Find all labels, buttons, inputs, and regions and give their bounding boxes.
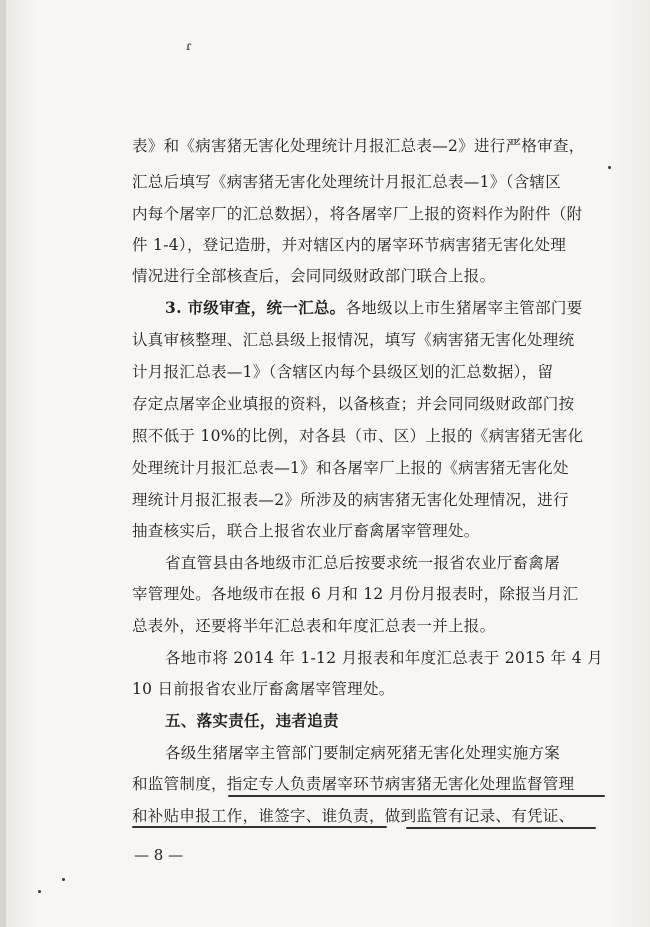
page-number: — 8 — xyxy=(134,846,184,864)
ink-dot xyxy=(38,890,41,893)
body-line-15: 宰管理处。各地级市在报 6 月和 12 月份月报表时，除报当月汇 xyxy=(132,585,579,603)
body-line-7: 认真审核整理、汇总县级上报情况，填写《病害猪无害化处理统 xyxy=(132,331,575,349)
body-line-9: 存定点屠宰企业填报的资料，以备核查；并会同同级财政部门按 xyxy=(132,395,575,413)
body-line-2: 汇总后填写《病害猪无害化处理统计月报汇总表—1》（含辖区 xyxy=(132,173,562,191)
pen-underline xyxy=(132,826,387,828)
body-line-16: 总表外，还要将半年汇总表和年度汇总表一并上报。 xyxy=(132,617,496,635)
body-line-21: 和补贴申报工作，谁签字、谁负责，做到监管有记录、有凭证、 xyxy=(132,807,575,825)
body-line-20: 和监管制度，指定专人负责屠宰环节病害猪无害化处理监督管理 xyxy=(132,775,575,793)
body-line-8: 计月报汇总表—1》（含辖区内每个县级区划的汇总数据），留 xyxy=(132,363,554,381)
body-line-3: 内每个屠宰厂的汇总数据），将各屠宰厂上报的资料作为附件（附 xyxy=(132,205,583,223)
body-line-1: 表》和《病害猪无害化处理统计月报汇总表—2》进行严格审查， xyxy=(132,137,585,155)
pen-underline xyxy=(228,795,605,797)
section-heading-5: 五、落实责任，违者追责 xyxy=(165,711,339,730)
subheading-paragraph xyxy=(165,298,612,320)
ink-dot xyxy=(608,166,611,169)
body-line-5: 情况进行全部核查后，会同同级财政部门联合上报。 xyxy=(132,267,496,285)
subheading-municipal-review: 3. 市级审查，统一汇总。 xyxy=(165,298,346,317)
body-line-13: 抽查核实后，联合上报省农业厅畜禽屠宰管理处。 xyxy=(132,522,480,540)
pen-underline xyxy=(406,827,596,829)
body-line-17: 各地市将 2014 年 1-12 月报表和年度汇总表于 2015 年 4 月 xyxy=(165,649,603,667)
body-line-18: 10 日前报省农业厅畜禽屠宰管理处。 xyxy=(132,680,395,698)
ink-speck: ɾ xyxy=(186,39,192,53)
binding-edge xyxy=(0,0,6,927)
body-line-14: 省直管县由各地级市汇总后按要求统一报省农业厅畜禽屠 xyxy=(165,554,561,572)
ink-dot xyxy=(62,878,65,881)
body-line-4: 件 1-4），登记造册，并对辖区内的屠宰环节病害猪无害化处理 xyxy=(132,236,567,254)
body-line-11: 处理统计月报汇总表—1》和各屠宰厂上报的《病害猪无害化处 xyxy=(132,459,569,477)
body-line-10: 照不低于 10%的比例，对各县（市、区）上报的《病害猪无害化 xyxy=(132,427,584,445)
body-line-12: 理统计月报汇报表—2》所涉及的病害猪无害化处理情况，进行 xyxy=(132,491,569,509)
body-line-6: 各地级以上市生猪屠宰主管部门要 xyxy=(345,299,583,317)
body-line-19: 各级生猪屠宰主管部门要制定病死猪无害化处理实施方案 xyxy=(165,744,561,762)
